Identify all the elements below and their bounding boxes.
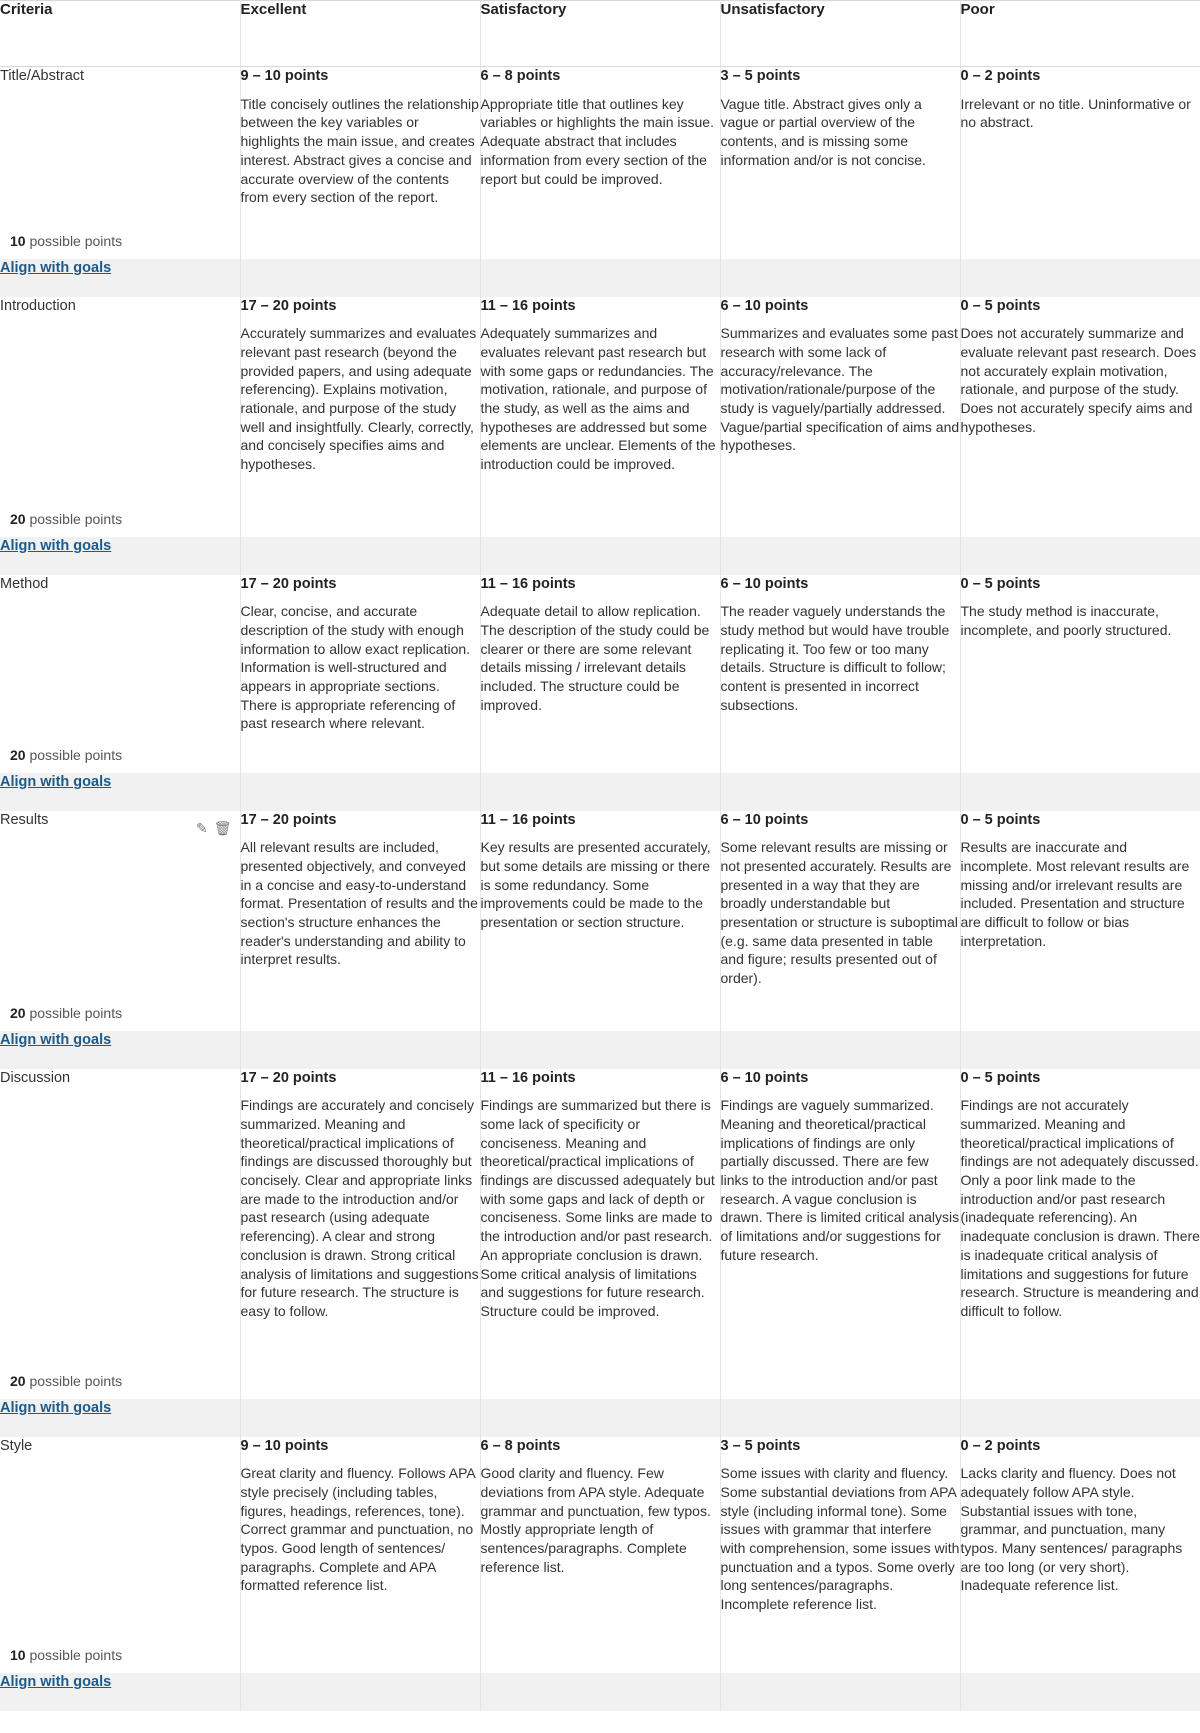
rating-cell[interactable]: [960, 575, 1200, 773]
rating-description: Title concisely outlines the relationship between the key variables or highlights the main issue, and creates interest. Abstract gives a concise and accurate overview of the contents from every section of the report.: [240, 95, 479, 206]
criterion-possible-points: [10, 1646, 122, 1665]
trash-icon[interactable]: 🗑: [213, 819, 232, 836]
align-with-goals-link[interactable]: Align with goals: [0, 1673, 112, 1690]
rating-description: Good clarity and fluency. Few deviations from APA style. Adequate grammar and punctuation, few typos. Mostly appropriate length of sentences/paragraphs. Complete reference list.: [480, 1465, 711, 1575]
rating-points: 6 – 10 points: [720, 1069, 809, 1086]
criterion-points-value: 20: [10, 510, 26, 527]
rating-cell[interactable]: [960, 1069, 1200, 1399]
criterion-points-value: 10: [10, 232, 26, 249]
criterion-tools: [190, 819, 232, 838]
rating-description: Adequately summarizes and evaluates relevant past research but with some gaps or redundancies. The motivation, rationale, and purpose of the study, as well as the aims and hypotheses are addressed but some elements are unclear. Elements of the introduction could be improved.: [480, 325, 716, 473]
align-goals-cell: [0, 259, 240, 297]
goals-row-filler: [720, 1673, 960, 1711]
rating-description: Adequate detail to allow replication. The description of the study could be clearer or there are some relevant details missing / irrelevant details included. The structure could be improved.: [480, 603, 710, 713]
edit-icon[interactable]: ✎: [195, 819, 208, 836]
rating-cell[interactable]: [240, 811, 480, 1031]
rating-cell[interactable]: [480, 67, 720, 259]
align-goals-cell: [0, 1673, 240, 1711]
rating-points: 17 – 20 points: [240, 297, 337, 314]
criterion-points-suffix: possible points: [29, 1004, 123, 1021]
header-excellent: Excellent: [240, 1, 480, 67]
goals-row-filler: [480, 1673, 720, 1711]
criterion-cell: [0, 67, 240, 259]
rating-cell[interactable]: [240, 575, 480, 773]
goals-row-filler: [240, 537, 480, 575]
criterion-name: Introduction: [0, 297, 76, 314]
criterion-row: [0, 1069, 1200, 1399]
goals-row-filler: [480, 537, 720, 575]
rating-points: 11 – 16 points: [480, 811, 576, 828]
criterion-points-suffix: possible points: [29, 510, 123, 527]
rating-description: Some issues with clarity and fluency. Some substantial deviations from APA style (including informal tone). Some issues with grammar that interfere with comprehension, some issues with punctuation and a typos. Some overly long sentences/paragraphs. Incomplete reference list.: [720, 1465, 960, 1613]
rating-cell[interactable]: [240, 297, 480, 537]
criterion-name: Title/Abstract: [0, 68, 85, 84]
criterion-cell: [0, 297, 240, 537]
criterion-points-value: 10: [10, 1646, 26, 1663]
goals-row-filler: [240, 1399, 480, 1437]
rating-cell[interactable]: [480, 297, 720, 537]
criterion-points-value: 20: [10, 1004, 26, 1021]
header-row: [0, 1, 1200, 67]
rating-description: Great clarity and fluency. Follows APA style precisely (including tables, figures, headings, references, tone). Correct grammar and punctuation, no typos. Good length of sentences/ paragraphs. Complete and APA formatted reference list.: [240, 1465, 475, 1594]
rating-cell[interactable]: [960, 67, 1200, 259]
rating-cell[interactable]: [480, 1437, 720, 1673]
rating-cell[interactable]: [480, 811, 720, 1031]
criterion-points-value: 20: [10, 746, 26, 763]
criterion-name: Results: [0, 811, 49, 828]
align-with-goals-link[interactable]: Align with goals: [0, 773, 112, 790]
goals-row-filler: [480, 1031, 720, 1069]
align-with-goals-link[interactable]: Align with goals: [0, 537, 112, 554]
header-criteria: Criteria: [0, 1, 240, 67]
rating-description: Appropriate title that outlines key variables or highlights the main issue. Adequate abstract that includes information from every section of the report but could be improved.: [480, 95, 714, 187]
rating-points: 11 – 16 points: [480, 1069, 576, 1086]
align-goals-cell: [0, 773, 240, 811]
rating-points: 6 – 10 points: [720, 811, 809, 828]
criterion-cell: [0, 1437, 240, 1673]
criterion-row: [0, 1437, 1200, 1673]
criterion-possible-points: [10, 746, 122, 765]
align-goals-cell: [0, 537, 240, 575]
rating-description: Does not accurately summarize and evaluate relevant past research. Does not accurately explain motivation, rationale, and purpose of the study. Does not accurately specify aims and hypotheses.: [960, 325, 1197, 435]
rating-description: Findings are accurately and concisely summarized. Meaning and theoretical/practical implications of findings are discussed thoroughly but concisely. Clear and appropriate links are made to the introduction and/or past research (using adequate referencing). A clear and strong conclusion is drawn. Strong critical analysis of limitations and suggestions for future research. The structure is easy to follow.: [240, 1097, 479, 1319]
align-goals-row: [0, 1399, 1200, 1437]
rating-points: 0 – 2 points: [960, 68, 1041, 84]
rating-points: 0 – 5 points: [960, 1069, 1041, 1086]
rating-points: 9 – 10 points: [240, 68, 329, 84]
criterion-points-suffix: possible points: [29, 1372, 123, 1389]
criterion-row: [0, 811, 1200, 1031]
criterion-points-suffix: possible points: [29, 746, 123, 763]
rating-description: Lacks clarity and fluency. Does not adequately follow APA style. Substantial issues with tone, grammar, and punctuation, many typos. Many sentences/ paragraphs are too long (or very short). Inadequate reference list.: [960, 1465, 1183, 1594]
rating-cell[interactable]: [720, 1437, 960, 1673]
criterion-name: Discussion: [0, 1069, 71, 1086]
rating-points: 6 – 10 points: [720, 575, 809, 592]
rating-description: Key results are presented accurately, but some details are missing or there is some redundancy. Some improvements could be made to the presentation or section structure.: [480, 839, 711, 931]
rating-cell[interactable]: [720, 67, 960, 259]
goals-row-filler: [240, 773, 480, 811]
rating-cell[interactable]: [720, 575, 960, 773]
header-unsatisfactory: Unsatisfactory: [720, 1, 960, 67]
goals-row-filler: [480, 1399, 720, 1437]
align-goals-row: [0, 537, 1200, 575]
rating-points: 17 – 20 points: [240, 1069, 337, 1086]
rating-description: The study method is inaccurate, incomplete, and poorly structured.: [960, 603, 1172, 638]
rating-points: 11 – 16 points: [480, 297, 576, 314]
rating-cell[interactable]: [960, 811, 1200, 1031]
rating-description: Vague title. Abstract gives only a vague or partial overview of the contents, and is missing some information and/or is not concise.: [720, 95, 926, 168]
rating-description: The reader vaguely understands the study method but would have trouble replicating it. Too few or too many details. Structure is difficult to follow; content is presented in incorrect subsections.: [720, 603, 950, 713]
rating-description: Irrelevant or no title. Uninformative or no abstract.: [960, 95, 1191, 131]
criterion-row: [0, 67, 1200, 259]
rating-points: 6 – 8 points: [480, 1437, 561, 1454]
rating-points: 17 – 20 points: [240, 575, 337, 592]
rating-points: 3 – 5 points: [720, 68, 801, 84]
header-poor: Poor: [960, 1, 1200, 67]
rating-cell[interactable]: [960, 297, 1200, 537]
goals-row-filler: [960, 1031, 1200, 1069]
rating-points: 11 – 16 points: [480, 575, 576, 592]
rating-points: 17 – 20 points: [240, 811, 337, 828]
goals-row-filler: [960, 537, 1200, 575]
criterion-possible-points: [10, 232, 122, 251]
align-goals-row: [0, 259, 1200, 297]
header-satisfactory: Satisfactory: [480, 1, 720, 67]
align-with-goals-link[interactable]: Align with goals: [0, 1031, 112, 1048]
align-with-goals-link[interactable]: Align with goals: [0, 259, 112, 276]
rating-cell[interactable]: [480, 1069, 720, 1399]
rating-cell[interactable]: [960, 1437, 1200, 1673]
rating-cell[interactable]: [240, 1069, 480, 1399]
goals-row-filler: [960, 1673, 1200, 1711]
goals-row-filler: [720, 773, 960, 811]
rating-description: Summarizes and evaluates some past research with some lack of accuracy/relevance. The motivation/rationale/purpose of the study is vaguely/partially addressed. Vague/partial specification of aims and hypotheses.: [720, 325, 960, 454]
criterion-row: [0, 297, 1200, 537]
rating-description: Some relevant results are missing or not presented accurately. Results are presented in a way that they are broadly understandable but presentation or structure is suboptimal (e.g. same data presented in table and figure; results presented out of order).: [720, 839, 958, 987]
goals-row-filler: [960, 773, 1200, 811]
goals-row-filler: [240, 1031, 480, 1069]
rating-description: Findings are not accurately summarized. Meaning and theoretical/practical implications of findings are not adequately discussed. Only a poor link made to the introduction and/or past research (inadequate referencing). An inadequate conclusion is drawn. There is inadequate critical analysis of limitations and suggestions for future research. Structure is meandering and difficult to follow.: [960, 1097, 1200, 1319]
criterion-possible-points: [10, 1004, 122, 1023]
rating-cell[interactable]: [240, 67, 480, 259]
rating-description: Results are inaccurate and incomplete. Most relevant results are missing and/or irrelevant results are included. Presentation and structure are difficult to follow or bias interpretation.: [960, 839, 1190, 949]
rating-description: Accurately summarizes and evaluates relevant past research (beyond the provided papers, and using adequate referencing). Explains motivation, rationale, and purpose of the study well and insightfully. Clearly, correctly, and concisely specifies aims and hypotheses.: [240, 325, 477, 473]
criterion-cell: [0, 811, 240, 1031]
criterion-possible-points: [10, 1372, 122, 1391]
align-goals-row: [0, 1673, 1200, 1711]
goals-row-filler: [720, 1399, 960, 1437]
rating-points: 6 – 8 points: [480, 68, 561, 84]
criterion-points-value: 20: [10, 1372, 26, 1389]
align-goals-cell: [0, 1031, 240, 1069]
criterion-cell: [0, 575, 240, 773]
rating-cell[interactable]: [720, 297, 960, 537]
criterion-cell: [0, 1069, 240, 1399]
goals-row-filler: [240, 259, 480, 297]
goals-row-filler: [960, 1399, 1200, 1437]
goals-row-filler: [240, 1673, 480, 1711]
rating-description: Findings are summarized but there is some lack of specificity or conciseness. Meaning and theoretical/practical implications of findings are discussed adequately but with some gaps and lack of depth or conciseness. Some links are made to the introduction and/or past research. An appropriate conclusion is drawn. Some critical analysis of limitations and suggestions for future research. Structure could be improved.: [480, 1097, 715, 1319]
rating-points: 0 – 5 points: [960, 575, 1041, 592]
goals-row-filler: [480, 773, 720, 811]
criterion-row: [0, 575, 1200, 773]
criterion-name: Method: [0, 575, 49, 592]
rating-points: 3 – 5 points: [720, 1437, 801, 1454]
rating-points: 0 – 2 points: [960, 1437, 1041, 1454]
goals-row-filler: [960, 259, 1200, 297]
rating-description: Clear, concise, and accurate description of the study with enough information to allow exact replication. Information is well-structured and appears in appropriate sections. There is appropriate referencing of past research where relevant.: [240, 603, 471, 732]
goals-row-filler: [720, 1031, 960, 1069]
rating-cell[interactable]: [720, 1069, 960, 1399]
rating-points: 0 – 5 points: [960, 297, 1041, 314]
criterion-points-suffix: possible points: [29, 1646, 123, 1663]
goals-row-filler: [480, 259, 720, 297]
rating-cell[interactable]: [720, 811, 960, 1031]
rating-points: 9 – 10 points: [240, 1437, 329, 1454]
goals-row-filler: [720, 259, 960, 297]
rating-description: All relevant results are included, presented objectively, and conveyed in a concise and easy-to-understand format. Presentation of results and the section's structure enhances the reader's understanding and ability to interpret results.: [240, 839, 478, 968]
rating-points: 6 – 10 points: [720, 297, 809, 314]
rating-cell[interactable]: [480, 575, 720, 773]
align-with-goals-link[interactable]: Align with goals: [0, 1399, 112, 1416]
rating-description: Findings are vaguely summarized. Meaning and theoretical/practical implications of findings are only partially discussed. There are few links to the introduction and/or past research. A vague conclusion is drawn. There is limited critical analysis of limitations and/or suggestions for future research.: [720, 1097, 960, 1263]
criterion-name: Style: [0, 1437, 33, 1454]
criterion-points-suffix: possible points: [29, 232, 123, 249]
rating-points: 0 – 5 points: [960, 811, 1041, 828]
criterion-possible-points: [10, 510, 122, 529]
align-goals-row: [0, 1031, 1200, 1069]
rating-cell[interactable]: [240, 1437, 480, 1673]
align-goals-row: [0, 773, 1200, 811]
align-goals-cell: [0, 1399, 240, 1437]
goals-row-filler: [720, 537, 960, 575]
